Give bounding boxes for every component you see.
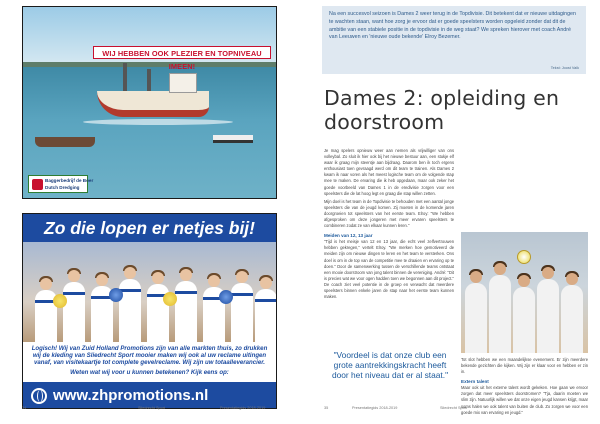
dredging-ship	[97, 91, 209, 117]
globe-icon	[31, 388, 47, 404]
player-figure	[561, 285, 583, 353]
footer-guide-left: Presentatiegids 2018-2019	[220, 406, 266, 410]
logo-mark-icon	[32, 179, 43, 190]
player-figure	[489, 275, 511, 353]
player-figure	[513, 287, 535, 353]
ad-slogan: WIJ HEBBEN OOK PLEZIER EN TOPNIVEAU IMEEN!	[93, 46, 271, 59]
section-heading: Extern talent	[461, 379, 489, 385]
footer-club-left: Sliedrecht Sport	[138, 406, 166, 410]
volleyball-photo	[461, 232, 588, 353]
page-number-right: 35	[324, 406, 329, 410]
barge	[35, 137, 95, 147]
ad-headline: Zo die lopen er netjes bij!	[23, 214, 276, 242]
footer-guide-right: Presentatiegids 2018-2019	[352, 406, 398, 410]
wake	[83, 119, 233, 125]
footer-club-right: Sliedrecht Sport	[440, 406, 468, 410]
player-figure	[465, 283, 487, 353]
promotions-advertisement	[22, 213, 277, 409]
pompom-icon	[53, 294, 67, 308]
player-figure	[175, 281, 197, 342]
player-figure	[255, 289, 277, 342]
ship-bridge	[169, 73, 197, 93]
volleyball-icon	[517, 250, 531, 264]
ad-body-text: Logisch! Wij van Zuid Holland Promotions zijn van alle markten thuis, zo drukken wij de kleding van Sliedrecht Sport mooier maken wij ook al uw reclame uitingen vanaf, van visitekaartje tot complete gevelreclame. Wij zijn uw totaalleverancier.	[31, 345, 268, 367]
player-figure	[537, 279, 559, 353]
ad-tagline: Weten wat wij voor u kunnen betekenen? Kijk eens op:	[70, 368, 229, 376]
logo-line-1: Baggerbedrijf de Boer	[45, 178, 94, 183]
intro-caption: Tekst: Joost Valk	[550, 66, 579, 70]
body-paragraph: Je mag spelers opnieuw weer aan nemen als vrijwilliger van ons volleybal. Zo sluit ik hier ook bij het nieuwe bestuur aan, een stukje elf waar ik graag mijn steentje aan bijdraag. Daarom ben ik toch ergens enthousiast toen gevraagd werd om dit team te trainen. Als Dames 2 kwam ik naar voren als het meest logische team om de volgende stap mee te maken. De ervaring die ik heb opgedaan, maar ook zeker het goede voorbeeld van Dames 1 in de eredivisie zorgen voor een speelsters die de lat hoog legt en graag die stap willen zetten.	[324, 148, 454, 196]
article-intro	[322, 6, 586, 74]
intro-text: Na een succesvol seizoen is Dames 2 weer terug in de Topdivisie. Dit betekent dat er nieuwe uitdagingen te wachten staan, want hoe zorg je ervoor dat er goede speelsters worden opgeleid zonder dat dit de ambitie van een stabiele positie in de topdivisie in de weg staat? We spreken hierover met coach André van Leeuwen en 'nieuwe oude bekende' Elroy Bezemer.	[329, 11, 576, 41]
body-paragraph: Tot slot hebben we een maandelijkse evenement. Er zijn meerdere bekende gezichten die kijken. Wij zijn er klaar voor en hebben er zin in.	[461, 357, 588, 375]
small-boat	[213, 135, 253, 143]
body-paragraph: "Tijd is het meisje van 12 en 13 jaar, die echt veel zelfvertrouwen hebben gekregen," vertelt Elroy. "We merken hoe gemotiveerd de meiden zijn om nieuwe dingen te leren en het team te versterken. Ons doel is om in de top van de competitie mee te draaien en ervaring op te doen." Door de samenwerking tussen de verschillende teams ontstaat een mooie doorstroom van jong talent binnen de vereniging. André: "Dit is precies wat we voor ogen hadden toen we begonnen aan dit project." De coach ziet veel potentie in de groep en verwacht dat meerdere speelsters binnen enkele jaren de stap naar het eerste team kunnen maken.	[324, 239, 454, 300]
page-number-left: 34	[22, 406, 27, 410]
body-paragraph: Mijn doel is het team in de Topdivisie te behouden met een aantal jonge speelsters die van de jeugd komen. Zij moeten in de komende jaren doorgroeien tot speelsters van het eerste team. Elroy: "We hebben afgesproken om deze jongeren met meer ervaren speelsters te combineren zodat ze van elkaar kunnen leren."	[324, 198, 454, 229]
article-title: Dames 2: opleiding en doorstroom	[324, 86, 560, 134]
pull-quote	[327, 350, 453, 381]
pompom-icon	[163, 292, 177, 306]
company-logo	[28, 175, 94, 193]
player-figure	[63, 282, 85, 342]
pompom-icon	[109, 288, 123, 302]
article-column-1	[324, 148, 454, 302]
crane	[123, 63, 127, 93]
logo-line-2: Dutch Dredging	[45, 184, 80, 190]
pompom-icon	[219, 290, 233, 304]
dredging-advertisement	[22, 6, 277, 199]
crane	[147, 69, 151, 93]
pull-quote-text: "Voordeel is dat onze club een grote aantrekkingskracht heeft door het niveau dat er al staat."	[331, 350, 449, 381]
article-column-2	[461, 357, 588, 416]
section-heading: Meiden van 12, 13 jaar	[324, 233, 373, 239]
ad-url-text: www.zhpromotions.nl	[53, 387, 209, 404]
player-figure	[231, 283, 253, 342]
ad-text-box	[23, 342, 276, 382]
player-figure	[119, 279, 141, 342]
ad-url	[23, 382, 276, 409]
team-photo	[23, 242, 276, 342]
body-paragraph: Maar ook uit het externe talent wordt gekeken. Hoe gaan we ervoor zorgen dat meer speelsters doorstromen? "Tja, daarin moeten we slim zijn. Natuurlijk willen we dat onze eigen jeugd kansen krijgt, maar soms halen we ook talent van buiten de club. Zo zorgen we voor een goede mix van ervaring en jeugd."	[461, 385, 588, 415]
